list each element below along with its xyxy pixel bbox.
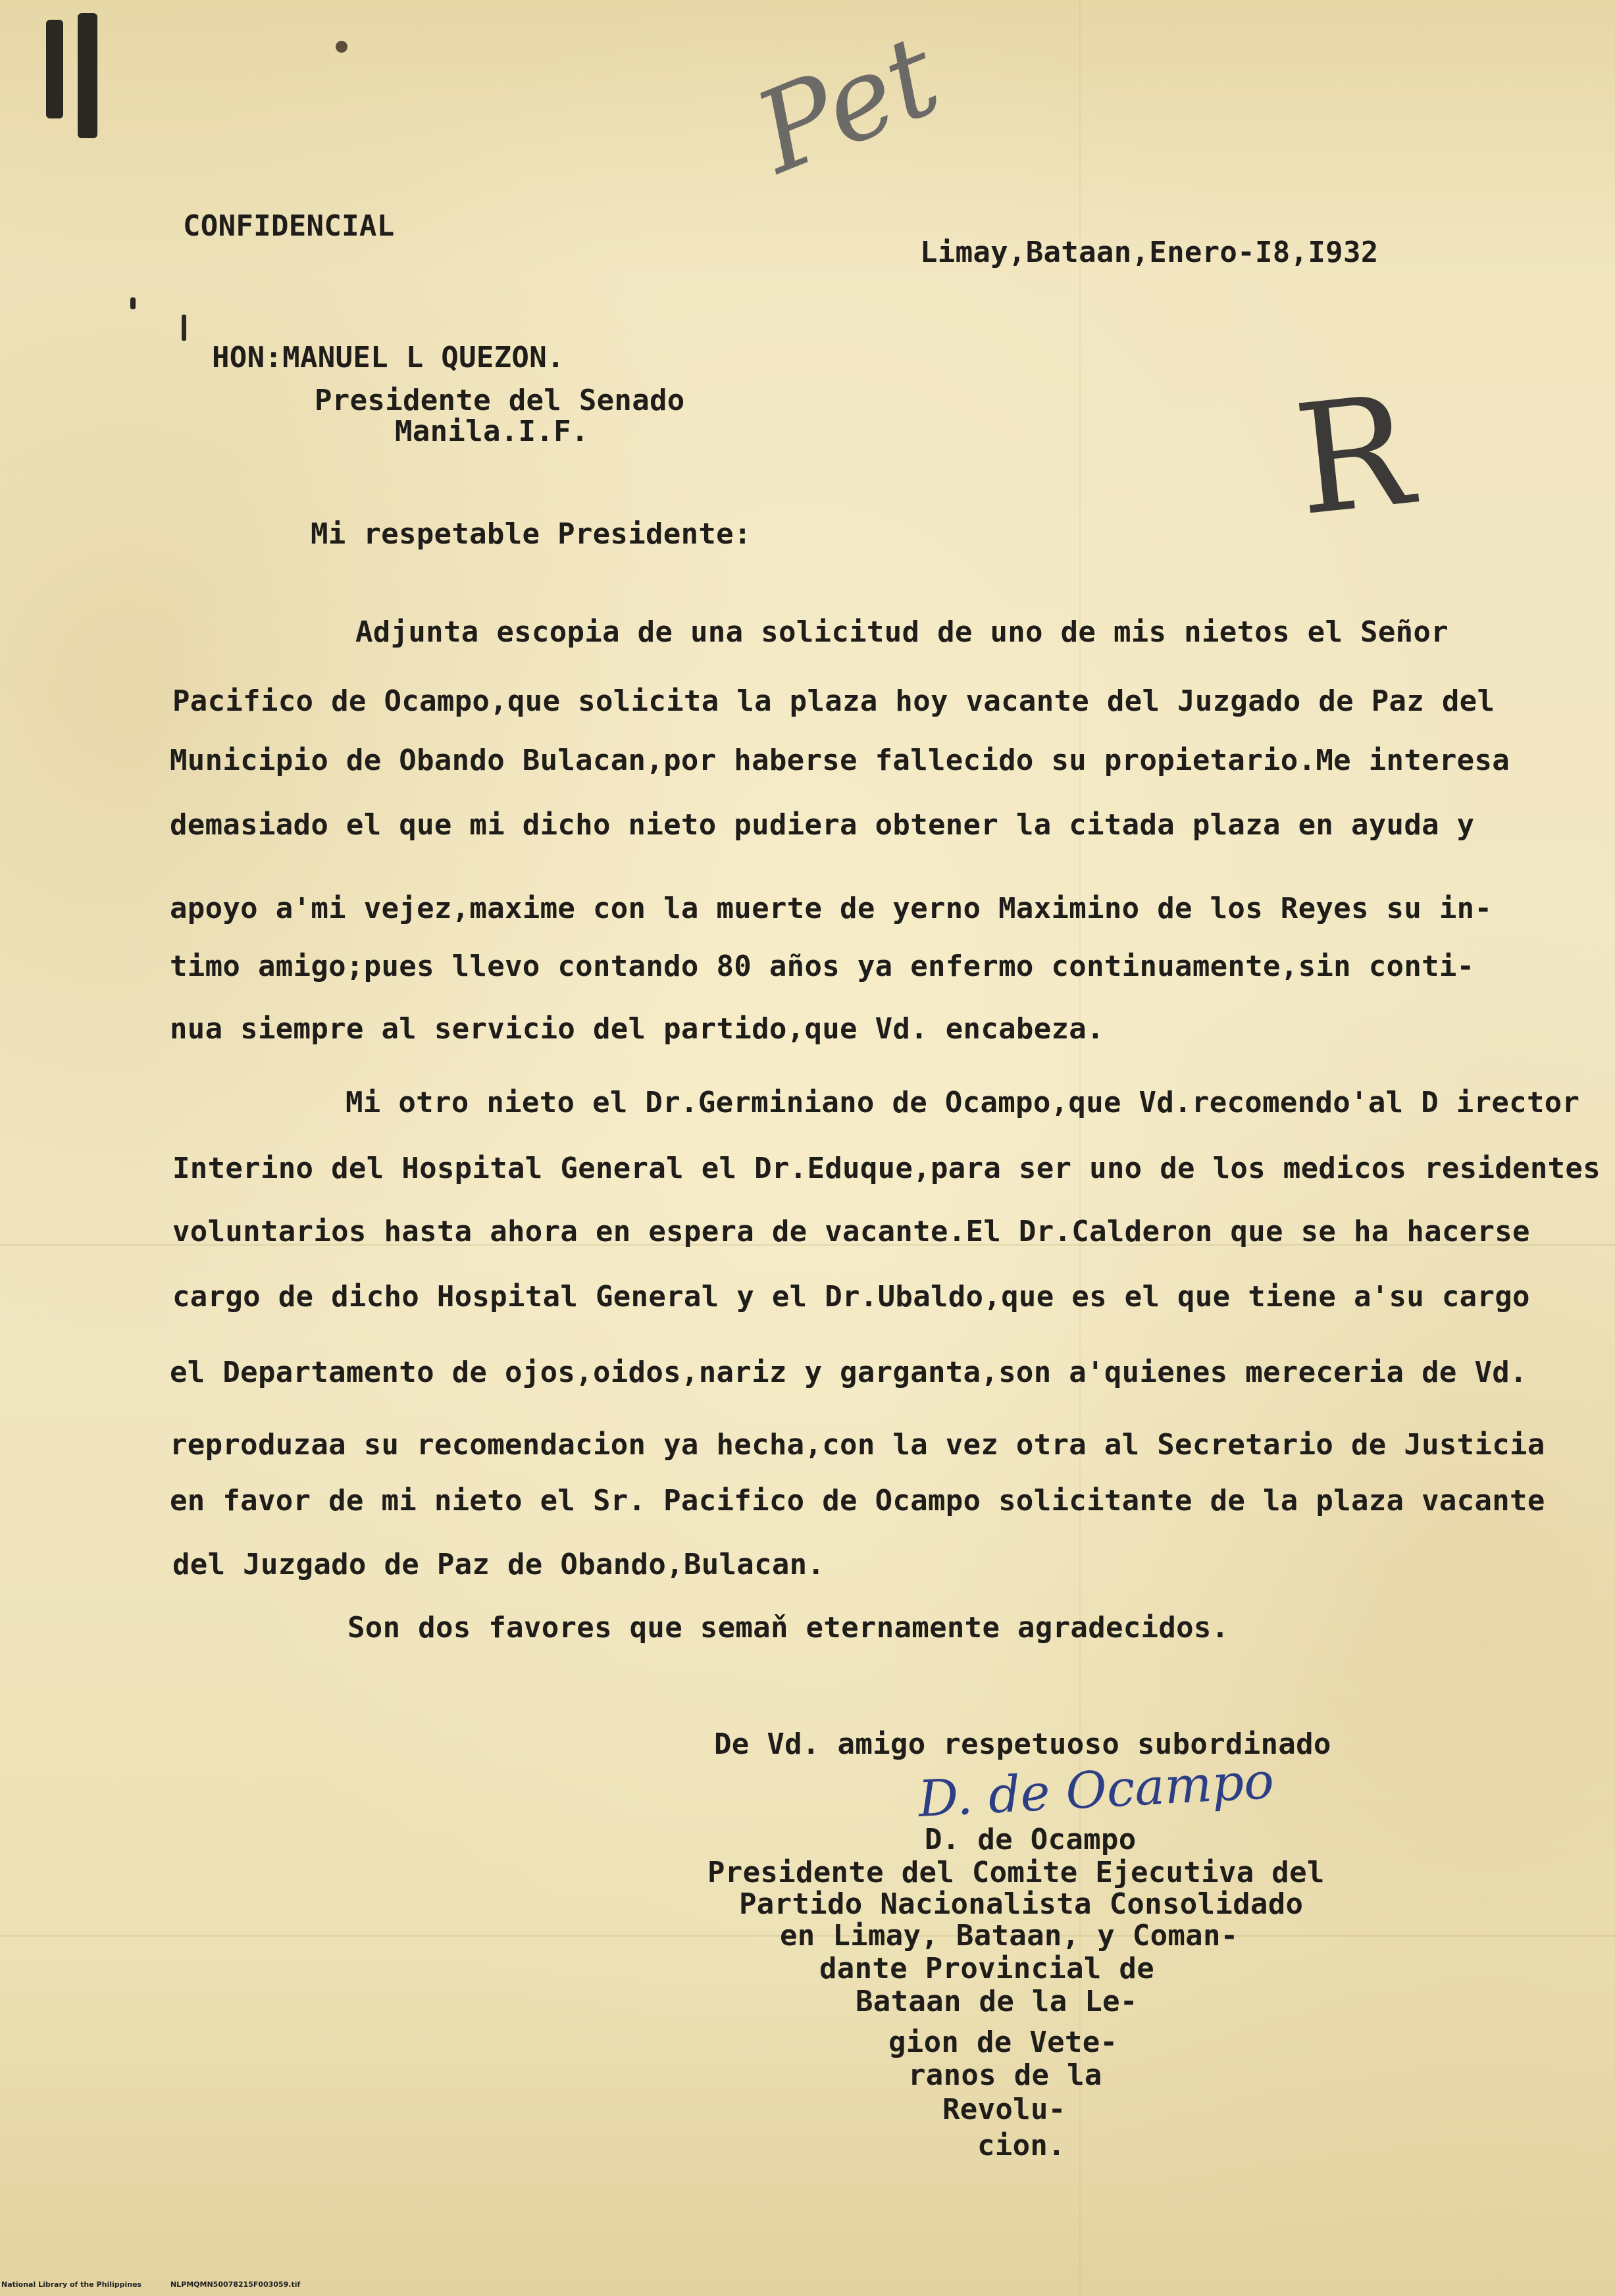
addressee-location: Manila.I.F. xyxy=(395,415,589,448)
body-line: el Departamento de ojos,oidos,nariz y garganta,son a'quienes mereceria de Vd. xyxy=(170,1356,1527,1389)
file-id: NLPMQMN50078215F003059.tif xyxy=(170,2280,301,2289)
body-line: Son dos favores que semaň eternamente agradecidos. xyxy=(347,1611,1229,1645)
body-line: cargo de dicho Hospital General y el Dr.Ubaldo,que es el que tiene a'su cargo xyxy=(172,1280,1530,1314)
body-line: Adjunta escopia de una solicitud de uno de mis nietos el Señor xyxy=(355,615,1448,649)
addressee-name: HON:MANUEL L QUEZON. xyxy=(212,341,565,374)
punch-hole xyxy=(46,20,63,118)
confidential-label: CONFIDENCIAL xyxy=(183,209,395,243)
body-line: en favor de mi nieto el Sr. Pacifico de Ocampo solicitante de la plaza vacante xyxy=(170,1484,1545,1518)
body-line: del Juzgado de Paz de Obando,Bulacan. xyxy=(172,1548,825,1581)
handwritten-note: Pet xyxy=(738,10,956,199)
typed-name: D. de Ocampo xyxy=(925,1823,1137,1856)
signature-title-line: gion de Vete- xyxy=(888,2026,1118,2059)
body-line: timo amigo;pues llevo contando 80 años ya enfermo continuamente,sin conti- xyxy=(170,950,1475,983)
body-line: Pacifico de Ocampo,que solicita la plaza hoy vacante del Juzgado de Paz del xyxy=(172,684,1495,718)
body-line: nua siempre al servicio del partido,que Vd. encabeza. xyxy=(170,1012,1104,1046)
handwritten-mark: R xyxy=(1287,363,1420,550)
punch-hole xyxy=(78,13,97,138)
signature-title-line: dante Provincial de xyxy=(819,1952,1155,1985)
signature-title-line: Revolu- xyxy=(942,2093,1066,2126)
stain-dot xyxy=(336,41,347,53)
body-line: reproduzaa su recomendacion ya hecha,con la vez otra al Secretario de Justicia xyxy=(170,1428,1545,1462)
body-line: voluntarios hasta ahora en espera de vacante.El Dr.Calderon que se ha hacerse xyxy=(172,1215,1530,1248)
signature-title-line: Bataan de la Le- xyxy=(856,1985,1138,2018)
signature-title-line: cion. xyxy=(977,2129,1065,2162)
ink-mark xyxy=(130,297,136,309)
signature: D. de Ocampo xyxy=(917,1750,1275,1829)
body-line: apoyo a'mi vejez,maxime con la muerte de yerno Maximino de los Reyes su in- xyxy=(170,892,1493,925)
signature-title-line: Presidente del Comite Ejecutiva del xyxy=(707,1856,1325,1889)
library-name: National Library of the Philippines xyxy=(1,2280,142,2289)
signature-title-line: ranos de la xyxy=(908,2058,1102,2092)
addressee-title: Presidente del Senado xyxy=(315,384,685,417)
body-line: Interino del Hospital General el Dr.Eduque,para ser uno de los medicos residentes xyxy=(172,1152,1601,1185)
signature-title-line: en Limay, Bataan, y Coman- xyxy=(780,1919,1239,1952)
ink-mark xyxy=(182,315,186,341)
body-line: Municipio de Obando Bulacan,por haberse fallecido su propietario.Me interesa xyxy=(170,744,1510,777)
body-line: demasiado el que mi dicho nieto pudiera obtener la citada plaza en ayuda y xyxy=(170,808,1475,842)
archive-footer xyxy=(1,2280,326,2289)
body-line: Mi otro nieto el Dr.Germiniano de Ocampo,que Vd.recomendo'al D irector xyxy=(346,1086,1580,1119)
signature-title-line: Partido Nacionalista Consolidado xyxy=(739,1887,1304,1921)
closing: De Vd. amigo respetuoso subordinado xyxy=(714,1727,1331,1761)
salutation: Mi respetable Presidente: xyxy=(311,517,752,551)
place-date: Limay,Bataan,Enero-I8,I932 xyxy=(920,236,1379,269)
